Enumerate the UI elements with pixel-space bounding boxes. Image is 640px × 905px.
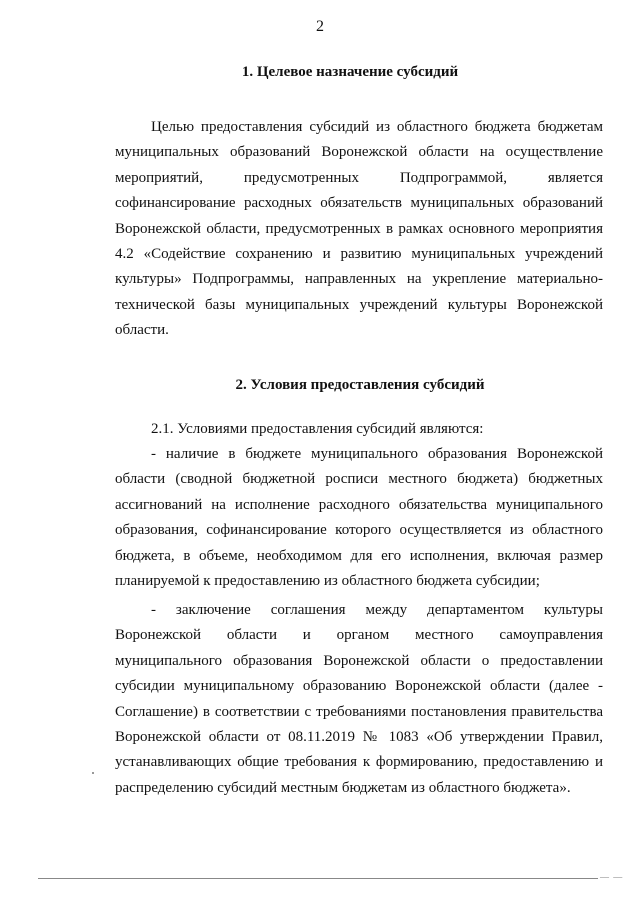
footer-mark: — — bbox=[600, 872, 624, 882]
section-2-heading: 2. Условия предоставления субсидий bbox=[235, 377, 485, 393]
condition-item-2: - заключение соглашения между департаментом культуры Воронежской области и органом местного самоуправления муниципального образования Воронежской области о предоставлении субсидии муниципальному образованию Воронежской области (далее - Соглашение) в соответствии с требованиями постановления правительства Воронежской области от 08.11.2019 № 1083 «Об утверждении Правил, устанавливающих общие требования к формированию, предоставлению и распределению субсидий местным бюджетам из областного бюджета». bbox=[115, 602, 603, 796]
section-1-paragraph: Целью предоставления субсидий из областного бюджета бюджетам муниципальных образований Воронежской области на осуществление мероприятий, предусмотренных Подпрограммой, является софинансирование расходных обязательств муниципальных образований Воронежской области, предусмотренных в рамках основного мероприятия 4.2 «Содействие сохранению и развитию муниципальных учреждений культуры» Подпрограммы, направленных на укрепление материально-технической базы муниципальных учреждений культуры Воронежской области. bbox=[115, 119, 603, 339]
section-1-heading: 1. Целевое назначение субсидий bbox=[241, 64, 459, 80]
condition-item-1: - наличие в бюджете муниципального образования Воронежской области (сводной бюджетной росписи местного бюджета) бюджетных ассигнований на исполнение расходного обязательства муниципального образования, софинансирование которого осуществляется из областного бюджета, в объеме, необходимом для его исполнения, включая размер планируемой к предоставлению из областного бюджета субсидии; bbox=[115, 446, 603, 590]
footer-rule bbox=[38, 878, 598, 879]
scan-artifact bbox=[92, 772, 94, 774]
page-number: 2 bbox=[316, 18, 324, 35]
section-2-intro: 2.1. Условиями предоставления субсидий являются: bbox=[151, 421, 484, 437]
